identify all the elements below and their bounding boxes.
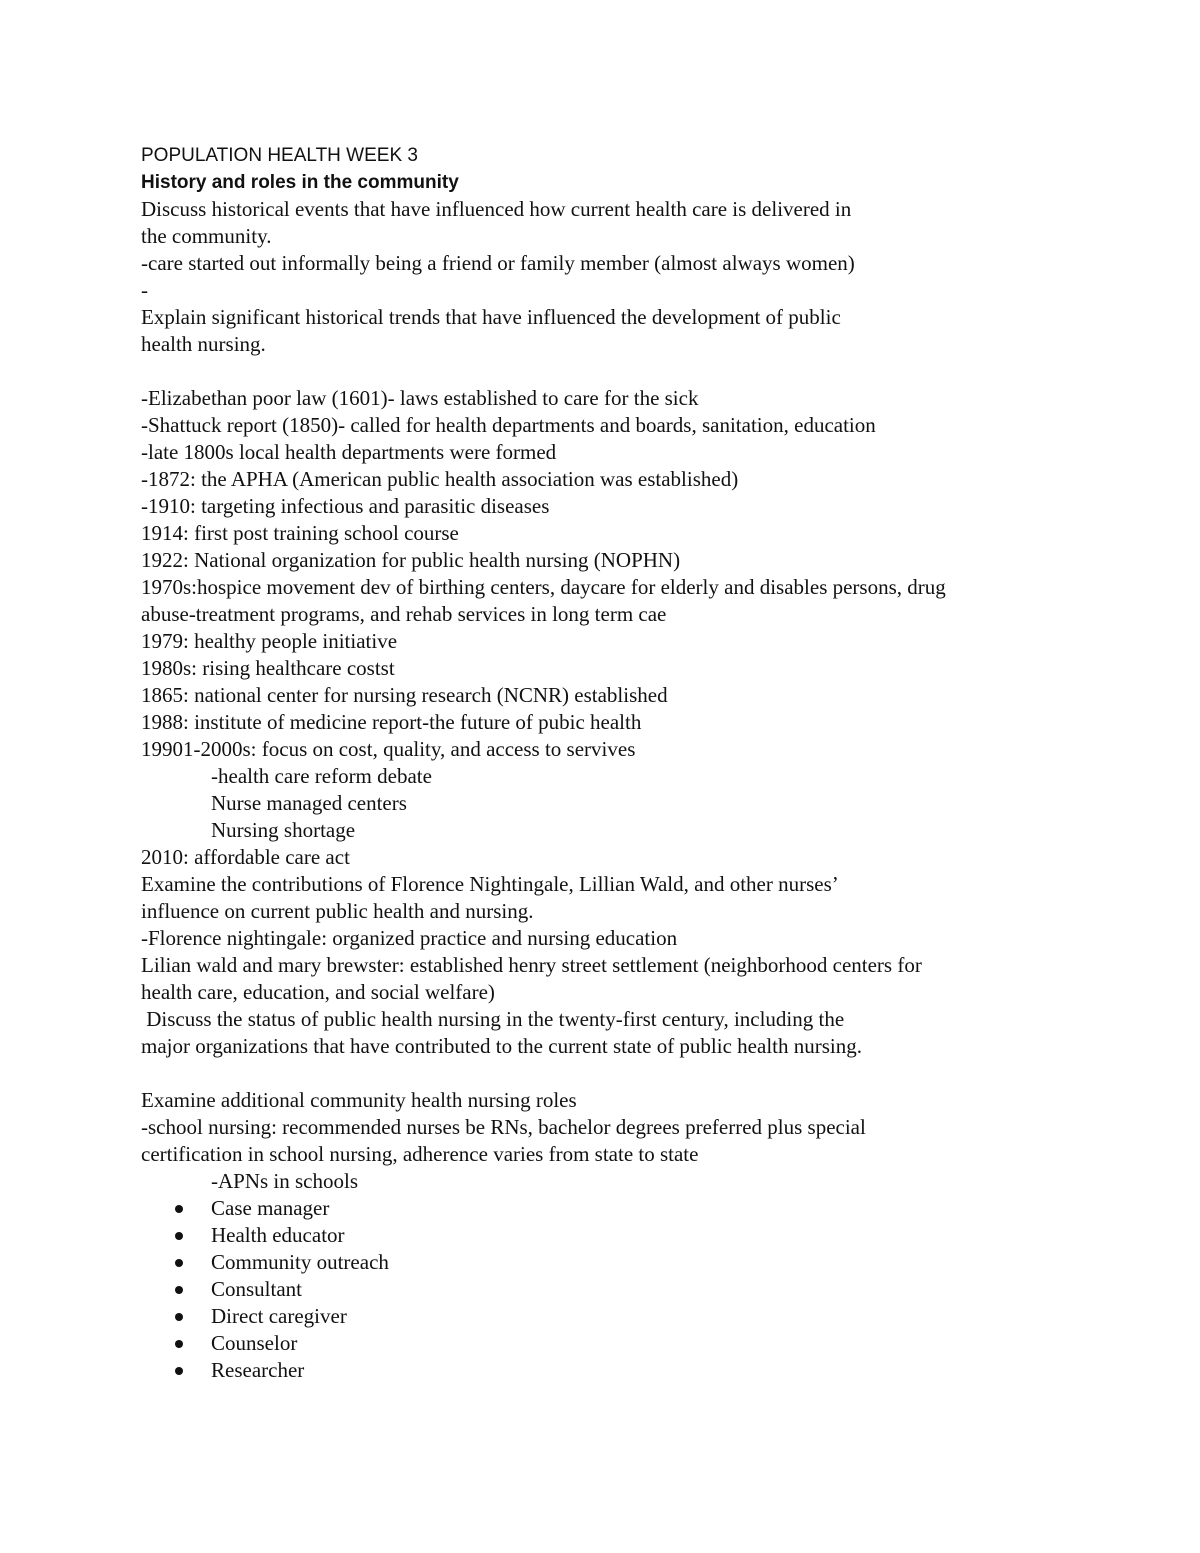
section5-answer-line: -school nursing: recommended nurses be RNs, bachelor degrees preferred plus special	[141, 1115, 866, 1139]
bullet-list-item	[141, 1330, 1081, 1357]
section3-answer-line: -Florence nightingale: organized practice and nursing education	[141, 926, 678, 950]
timeline-entry: -late 1800s local health departments were formed	[141, 440, 557, 464]
timeline-entry: 1922: National organization for public health nursing (NOPHN)	[141, 548, 681, 572]
bullet-text: Researcher	[211, 1358, 305, 1382]
document-title: POPULATION HEALTH WEEK 3	[141, 145, 418, 166]
section1-question-line: Discuss historical events that have influenced how current health care is delivered in	[141, 197, 852, 221]
section1-question-line: the community.	[141, 224, 272, 248]
timeline-entry: -1910: targeting infectious and parasitic diseases	[141, 494, 550, 518]
section2-question-line: health nursing.	[141, 332, 266, 356]
section3-question-line: Examine the contributions of Florence Nightingale, Lillian Wald, and other nurses’	[141, 872, 839, 896]
bullet-icon	[175, 1367, 183, 1375]
bullet-text: Consultant	[211, 1277, 303, 1301]
section4-question-line: Discuss the status of public health nursing in the twenty-first century, including the	[141, 1007, 845, 1031]
bullet-text: Direct caregiver	[211, 1304, 347, 1328]
bullet-text: Community outreach	[211, 1250, 389, 1274]
section3-answer-line: health care, education, and social welfare)	[141, 980, 495, 1004]
bullet-icon	[175, 1232, 183, 1240]
bullet-list-item	[141, 1276, 1081, 1303]
timeline-entry: 1914: first post training school course	[141, 521, 459, 545]
bullet-text: Health educator	[211, 1223, 345, 1247]
timeline-entry: 1865: national center for nursing research (NCNR) established	[141, 683, 668, 707]
timeline-sub-item: Nursing shortage	[211, 818, 356, 842]
timeline-entry: 1980s: rising healthcare costst	[141, 656, 395, 680]
timeline-entry: -Elizabethan poor law (1601)- laws established to care for the sick	[141, 386, 699, 410]
timeline-entry: 2010: affordable care act	[141, 845, 350, 869]
section5-question: Examine additional community health nursing roles	[141, 1088, 577, 1112]
timeline-entry: abuse-treatment programs, and rehab services in long term cae	[141, 602, 667, 626]
bullet-text: Counselor	[211, 1331, 298, 1355]
bullet-list-item	[141, 1195, 1081, 1222]
bullet-icon	[175, 1259, 183, 1267]
bullet-text: Case manager	[211, 1196, 330, 1220]
timeline-entry: -Shattuck report (1850)- called for health departments and boards, sanitation, education	[141, 413, 876, 437]
bullet-icon	[175, 1205, 183, 1213]
section5-sub-item: -APNs in schools	[211, 1169, 359, 1193]
section4-question-line: major organizations that have contributed to the current state of public health nursing.	[141, 1034, 862, 1058]
section5-answer-line: certification in school nursing, adherence varies from state to state	[141, 1142, 699, 1166]
timeline-entry: 1979: healthy people initiative	[141, 629, 398, 653]
bullet-list-item	[141, 1357, 1081, 1384]
section2-question-line: Explain significant historical trends that have influenced the development of public	[141, 305, 841, 329]
timeline-entry: -1872: the APHA (American public health association was established)	[141, 467, 739, 491]
bullet-icon	[175, 1340, 183, 1348]
section1-answer-line: -care started out informally being a friend or family member (almost always women)	[141, 251, 855, 275]
document-subtitle: History and roles in the community	[141, 172, 459, 193]
bullet-list-item	[141, 1222, 1081, 1249]
section3-answer-line: Lilian wald and mary brewster: established henry street settlement (neighborhood centers for	[141, 953, 922, 977]
timeline-sub-item: Nurse managed centers	[211, 791, 407, 815]
timeline-sub-item: -health care reform debate	[211, 764, 432, 788]
bullet-list-item	[141, 1249, 1081, 1276]
timeline-entry: 1988: institute of medicine report-the future of pubic health	[141, 710, 642, 734]
blank-line	[141, 1060, 1081, 1087]
timeline-entry: 19901-2000s: focus on cost, quality, and access to servives	[141, 737, 636, 761]
bullet-icon	[175, 1313, 183, 1321]
section1-answer-line: -	[141, 278, 148, 302]
bullet-list-item	[141, 1303, 1081, 1330]
blank-line	[141, 358, 1081, 385]
section3-question-line: influence on current public health and nursing.	[141, 899, 534, 923]
timeline-entry: 1970s:hospice movement dev of birthing centers, daycare for elderly and disables persons, drug	[141, 575, 946, 599]
bullet-icon	[175, 1286, 183, 1294]
document-body	[141, 142, 1081, 1384]
